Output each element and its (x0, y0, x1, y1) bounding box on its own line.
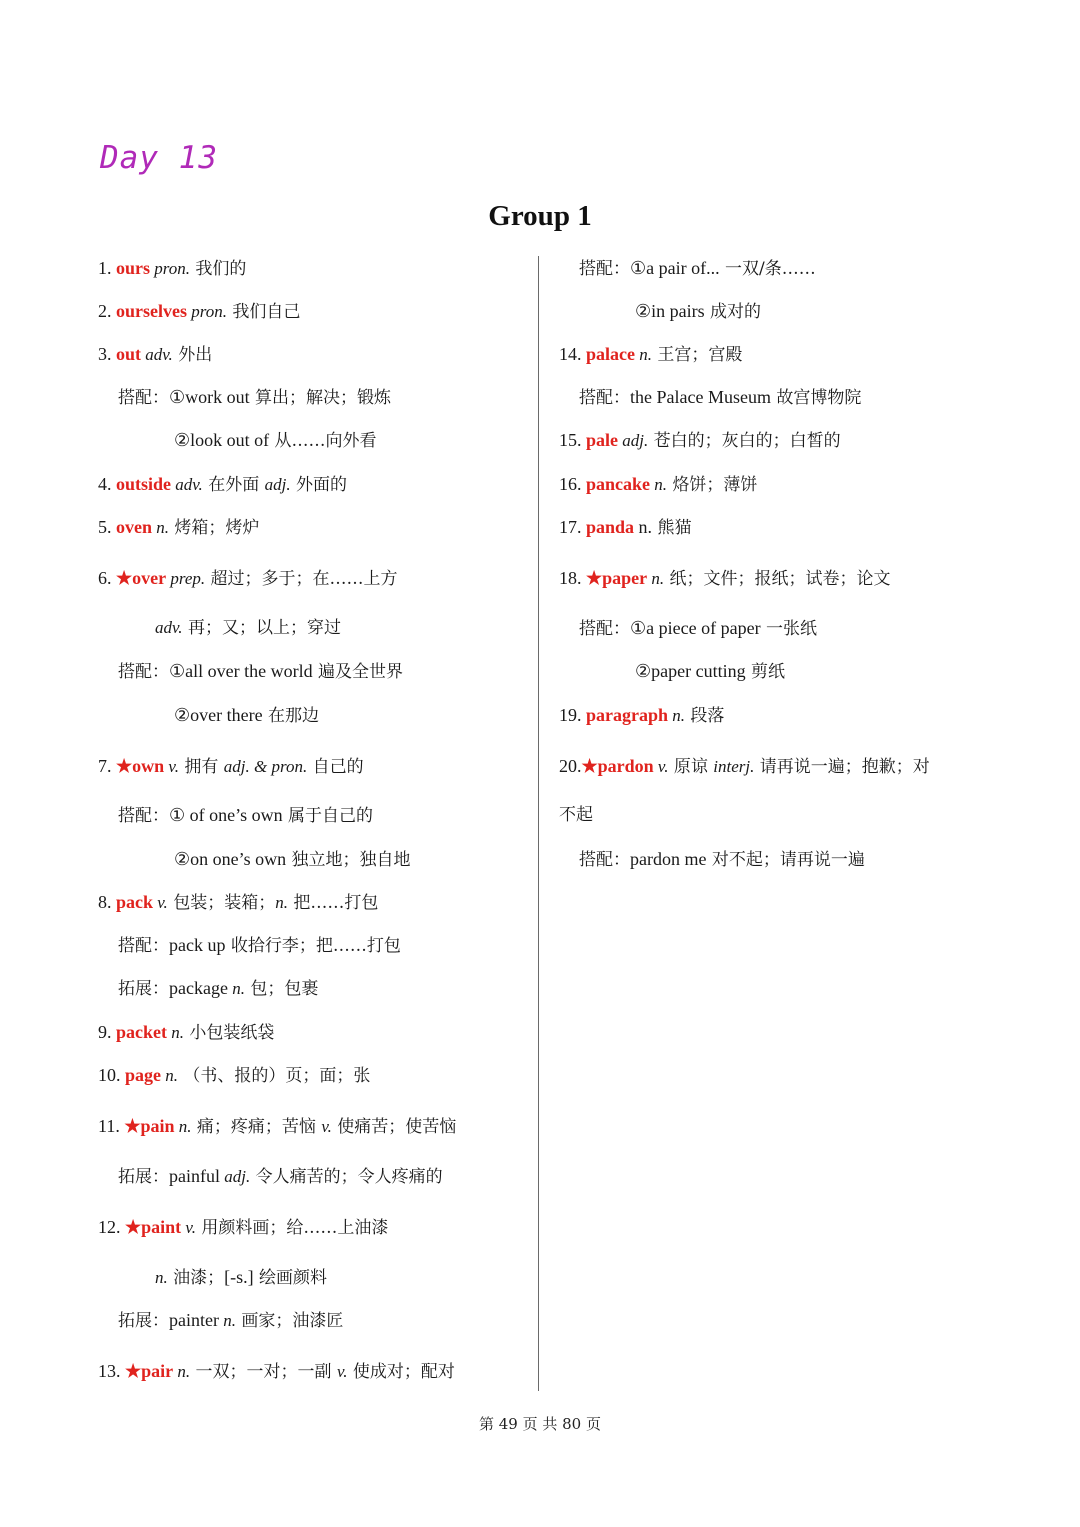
line-text: 原谅 (668, 757, 714, 777)
vocab-line (118, 385, 391, 410)
line-text: 再；又；以上；穿过 (182, 618, 341, 638)
part-of-speech: v. (164, 757, 179, 776)
line-text: 拓展： (118, 1167, 169, 1187)
line-text: pardon me (630, 849, 707, 869)
line-text: 包装；装箱； (167, 893, 276, 913)
part-of-speech: adj. & pron. (223, 757, 308, 776)
line-text: 6. (98, 568, 116, 588)
part-of-speech: prep. (166, 569, 206, 588)
vocab-line (118, 976, 318, 1001)
part-of-speech: n. (635, 345, 652, 364)
part-of-speech: adv. (155, 618, 183, 637)
vocab-line (559, 703, 724, 728)
line-text: 搭配： (118, 936, 169, 956)
line-text: 对不起；请再说一遍 (706, 850, 865, 870)
line-text: 请再说一遍；抱歉；对 (754, 757, 930, 777)
line-text: 纸；文件；报纸；试卷；论文 (664, 569, 891, 589)
line-text: 16. (559, 474, 586, 494)
vocab-line (559, 472, 757, 497)
headword: out (116, 344, 142, 364)
part-of-speech: n. (647, 569, 665, 588)
part-of-speech: adj. (220, 1167, 251, 1186)
line-text: 熊猫 (652, 518, 692, 538)
part-of-speech: n. (174, 1117, 192, 1136)
line-text: n. (634, 517, 653, 537)
line-text: 不起 (559, 805, 593, 825)
line-text: 王宫；宫殿 (652, 345, 743, 365)
vocab-line (98, 1114, 456, 1139)
vocab-line (118, 659, 403, 684)
line-text: 14. (559, 344, 586, 364)
line-text: 13. (98, 1361, 125, 1381)
part-of-speech: n. (161, 1066, 178, 1085)
vocab-line (118, 1308, 343, 1333)
headword: ★pair (125, 1361, 174, 1381)
line-text: 1. (98, 258, 116, 278)
line-text: 把……打包 (287, 893, 379, 913)
line-text: 用颜料画；给……上油漆 (195, 1218, 389, 1238)
line-text: 搭配： (579, 619, 630, 639)
vocab-line (98, 890, 378, 915)
line-text: 算出；解决；锻炼 (249, 388, 392, 408)
line-text: the Palace Museum (630, 387, 771, 407)
line-text: 故宫博物院 (770, 388, 862, 408)
line-text: 剪纸 (745, 662, 786, 682)
line-text: 2. (98, 301, 116, 321)
line-text: 包；包裹 (244, 979, 319, 999)
part-of-speech: v. (181, 1218, 196, 1237)
line-text: 外面的 (290, 475, 348, 495)
vocab-line (98, 299, 300, 324)
line-text: （书、报的）页；面；张 (178, 1066, 371, 1086)
line-text: ①a piece of paper (630, 618, 761, 638)
headword: pale (586, 430, 619, 450)
line-text: 画家；油漆匠 (235, 1311, 344, 1331)
line-text: 痛；疼痛；苦恼 (191, 1117, 322, 1137)
line-text: 15. (559, 430, 586, 450)
vocab-line (174, 428, 377, 453)
line-text: ①work out (169, 387, 250, 407)
line-text: 9. (98, 1022, 116, 1042)
vocab-line (559, 515, 691, 540)
line-text: 收拾行李；把……打包 (225, 936, 401, 956)
line-text: 一双/条…… (719, 259, 816, 279)
line-text: ①all over the world (169, 661, 313, 681)
part-of-speech: n. (275, 893, 288, 912)
line-text: ①a pair of... (630, 258, 720, 278)
headword: ★pardon (581, 756, 654, 776)
line-text: 搭配： (118, 388, 169, 408)
line-text: 11. (98, 1116, 125, 1136)
vocab-line (98, 515, 259, 540)
headword: ★paper (586, 568, 648, 588)
line-text: ②in pairs (635, 301, 705, 321)
line-text: 超过；多于；在……上方 (205, 569, 398, 589)
line-text: 20. (559, 756, 582, 776)
part-of-speech: pron. (187, 302, 227, 321)
part-of-speech: adj. (618, 431, 649, 450)
vocab-line (98, 1020, 274, 1045)
part-of-speech: v. (153, 893, 168, 912)
vocab-line (155, 616, 341, 640)
vocab-line (98, 1215, 388, 1240)
part-of-speech: n. (218, 1311, 236, 1330)
headword: ★own (116, 756, 165, 776)
headword: ★over (116, 568, 167, 588)
part-of-speech: n. (650, 475, 668, 494)
line-text: painter (169, 1310, 219, 1330)
part-of-speech: n. (167, 1023, 184, 1042)
line-text: [-s.] (224, 1267, 254, 1287)
line-text: 12. (98, 1217, 125, 1237)
headword: paragraph (586, 705, 669, 725)
line-text: 一张纸 (760, 619, 817, 639)
line-text: 段落 (685, 706, 725, 726)
line-text: 17. (559, 517, 586, 537)
headword: ★paint (125, 1217, 182, 1237)
line-text: 在那边 (262, 706, 319, 726)
line-text: 外出 (172, 345, 213, 365)
line-text: ②on one’s own (174, 849, 287, 869)
line-text: 在外面 (202, 475, 265, 495)
vocab-line (559, 803, 593, 827)
line-text: 一双；一对；一副 (190, 1362, 337, 1382)
line-text: ① of one’s own (169, 805, 283, 825)
vocab-line (559, 342, 742, 367)
line-text: 5. (98, 517, 116, 537)
vocab-line (579, 616, 817, 641)
vocab-line (98, 754, 364, 779)
vocab-line (174, 703, 319, 728)
line-text: 10. (98, 1065, 125, 1085)
line-text: 令人痛苦的；令人疼痛的 (250, 1167, 443, 1187)
vocab-line (579, 847, 865, 872)
part-of-speech: adj. (264, 475, 291, 494)
line-text: 成对的 (704, 302, 762, 322)
vocab-line (98, 256, 246, 281)
line-text: package (169, 978, 228, 998)
line-text: 属于自己的 (282, 806, 374, 826)
vocab-line (98, 472, 347, 497)
vocab-line (635, 299, 761, 324)
headword: page (125, 1065, 161, 1085)
vocab-line (98, 1359, 455, 1384)
part-of-speech: n. (227, 979, 245, 998)
part-of-speech: pron. (150, 259, 191, 278)
line-text: 18. (559, 568, 586, 588)
line-text: 7. (98, 756, 116, 776)
line-text: painful (169, 1166, 220, 1186)
line-text: 苍白的；灰白的；白皙的 (648, 431, 841, 451)
line-text: 烤箱；烤炉 (169, 518, 260, 538)
vocab-line (118, 933, 401, 958)
day-title: Day 13 (100, 140, 218, 176)
line-text: 搭配： (118, 662, 169, 682)
headword: panda (586, 517, 635, 537)
headword: packet (116, 1022, 167, 1042)
page-footer: 第 49 页 共 80 页 (478, 1415, 601, 1433)
line-text: 搭配： (579, 388, 630, 408)
headword: ★pain (124, 1116, 175, 1136)
vocab-line (155, 1265, 327, 1290)
part-of-speech: n. (173, 1362, 191, 1381)
vocab-line (98, 1063, 370, 1088)
headword: ours (116, 258, 151, 278)
headword: ourselves (116, 301, 187, 321)
part-of-speech: n. (152, 518, 169, 537)
line-text: 搭配： (579, 850, 630, 870)
headword: pack (116, 892, 154, 912)
column-divider (538, 256, 539, 1391)
headword: palace (586, 344, 635, 364)
part-of-speech: interj. (713, 757, 755, 776)
line-text: ②look out of (174, 430, 270, 450)
line-text: 8. (98, 892, 116, 912)
line-text: 使痛苦；使苦恼 (331, 1117, 457, 1137)
line-text: 拥有 (178, 757, 224, 777)
vocab-line (635, 659, 785, 684)
vocab-line (118, 1164, 443, 1189)
line-text: 3. (98, 344, 116, 364)
part-of-speech: adv. (141, 345, 173, 364)
group-title: Group 1 (488, 200, 592, 232)
vocab-line (579, 385, 861, 410)
line-text: ②paper cutting (635, 661, 746, 681)
line-text: 小包装纸袋 (184, 1023, 275, 1043)
line-text: 绘画颜料 (253, 1268, 328, 1288)
line-text: 搭配： (579, 259, 630, 279)
line-text: 从……向外看 (269, 431, 377, 451)
line-text: 独立地；独自地 (286, 850, 411, 870)
line-text: 拓展： (118, 979, 169, 999)
part-of-speech: v. (321, 1117, 332, 1136)
line-text: 油漆； (167, 1268, 225, 1288)
line-text: 使成对；配对 (347, 1362, 455, 1382)
line-text: 拓展： (118, 1311, 169, 1331)
line-text: pack up (169, 935, 226, 955)
vocab-line (174, 847, 411, 872)
vocab-line (98, 342, 212, 367)
vocab-line (559, 428, 841, 453)
line-text: 自己的 (307, 757, 364, 777)
part-of-speech: v. (653, 757, 669, 776)
vocab-line (559, 754, 930, 779)
line-text: ②over there (174, 705, 263, 725)
line-text: 遍及全世界 (312, 662, 404, 682)
line-text: 烙饼；薄饼 (667, 475, 758, 495)
part-of-speech: n. (155, 1268, 168, 1287)
part-of-speech: n. (668, 706, 686, 725)
headword: outside (116, 474, 172, 494)
part-of-speech: v. (336, 1362, 348, 1381)
headword: oven (116, 517, 152, 537)
line-text: 搭配： (118, 806, 169, 826)
vocab-line (559, 566, 891, 591)
vocab-line (118, 803, 373, 828)
headword: pancake (586, 474, 651, 494)
vocab-line (579, 256, 816, 281)
part-of-speech: adv. (171, 475, 203, 494)
vocab-line (98, 566, 398, 591)
line-text: 19. (559, 705, 586, 725)
line-text: 我们的 (190, 259, 247, 279)
line-text: 我们自己 (227, 302, 301, 322)
line-text: 4. (98, 474, 116, 494)
